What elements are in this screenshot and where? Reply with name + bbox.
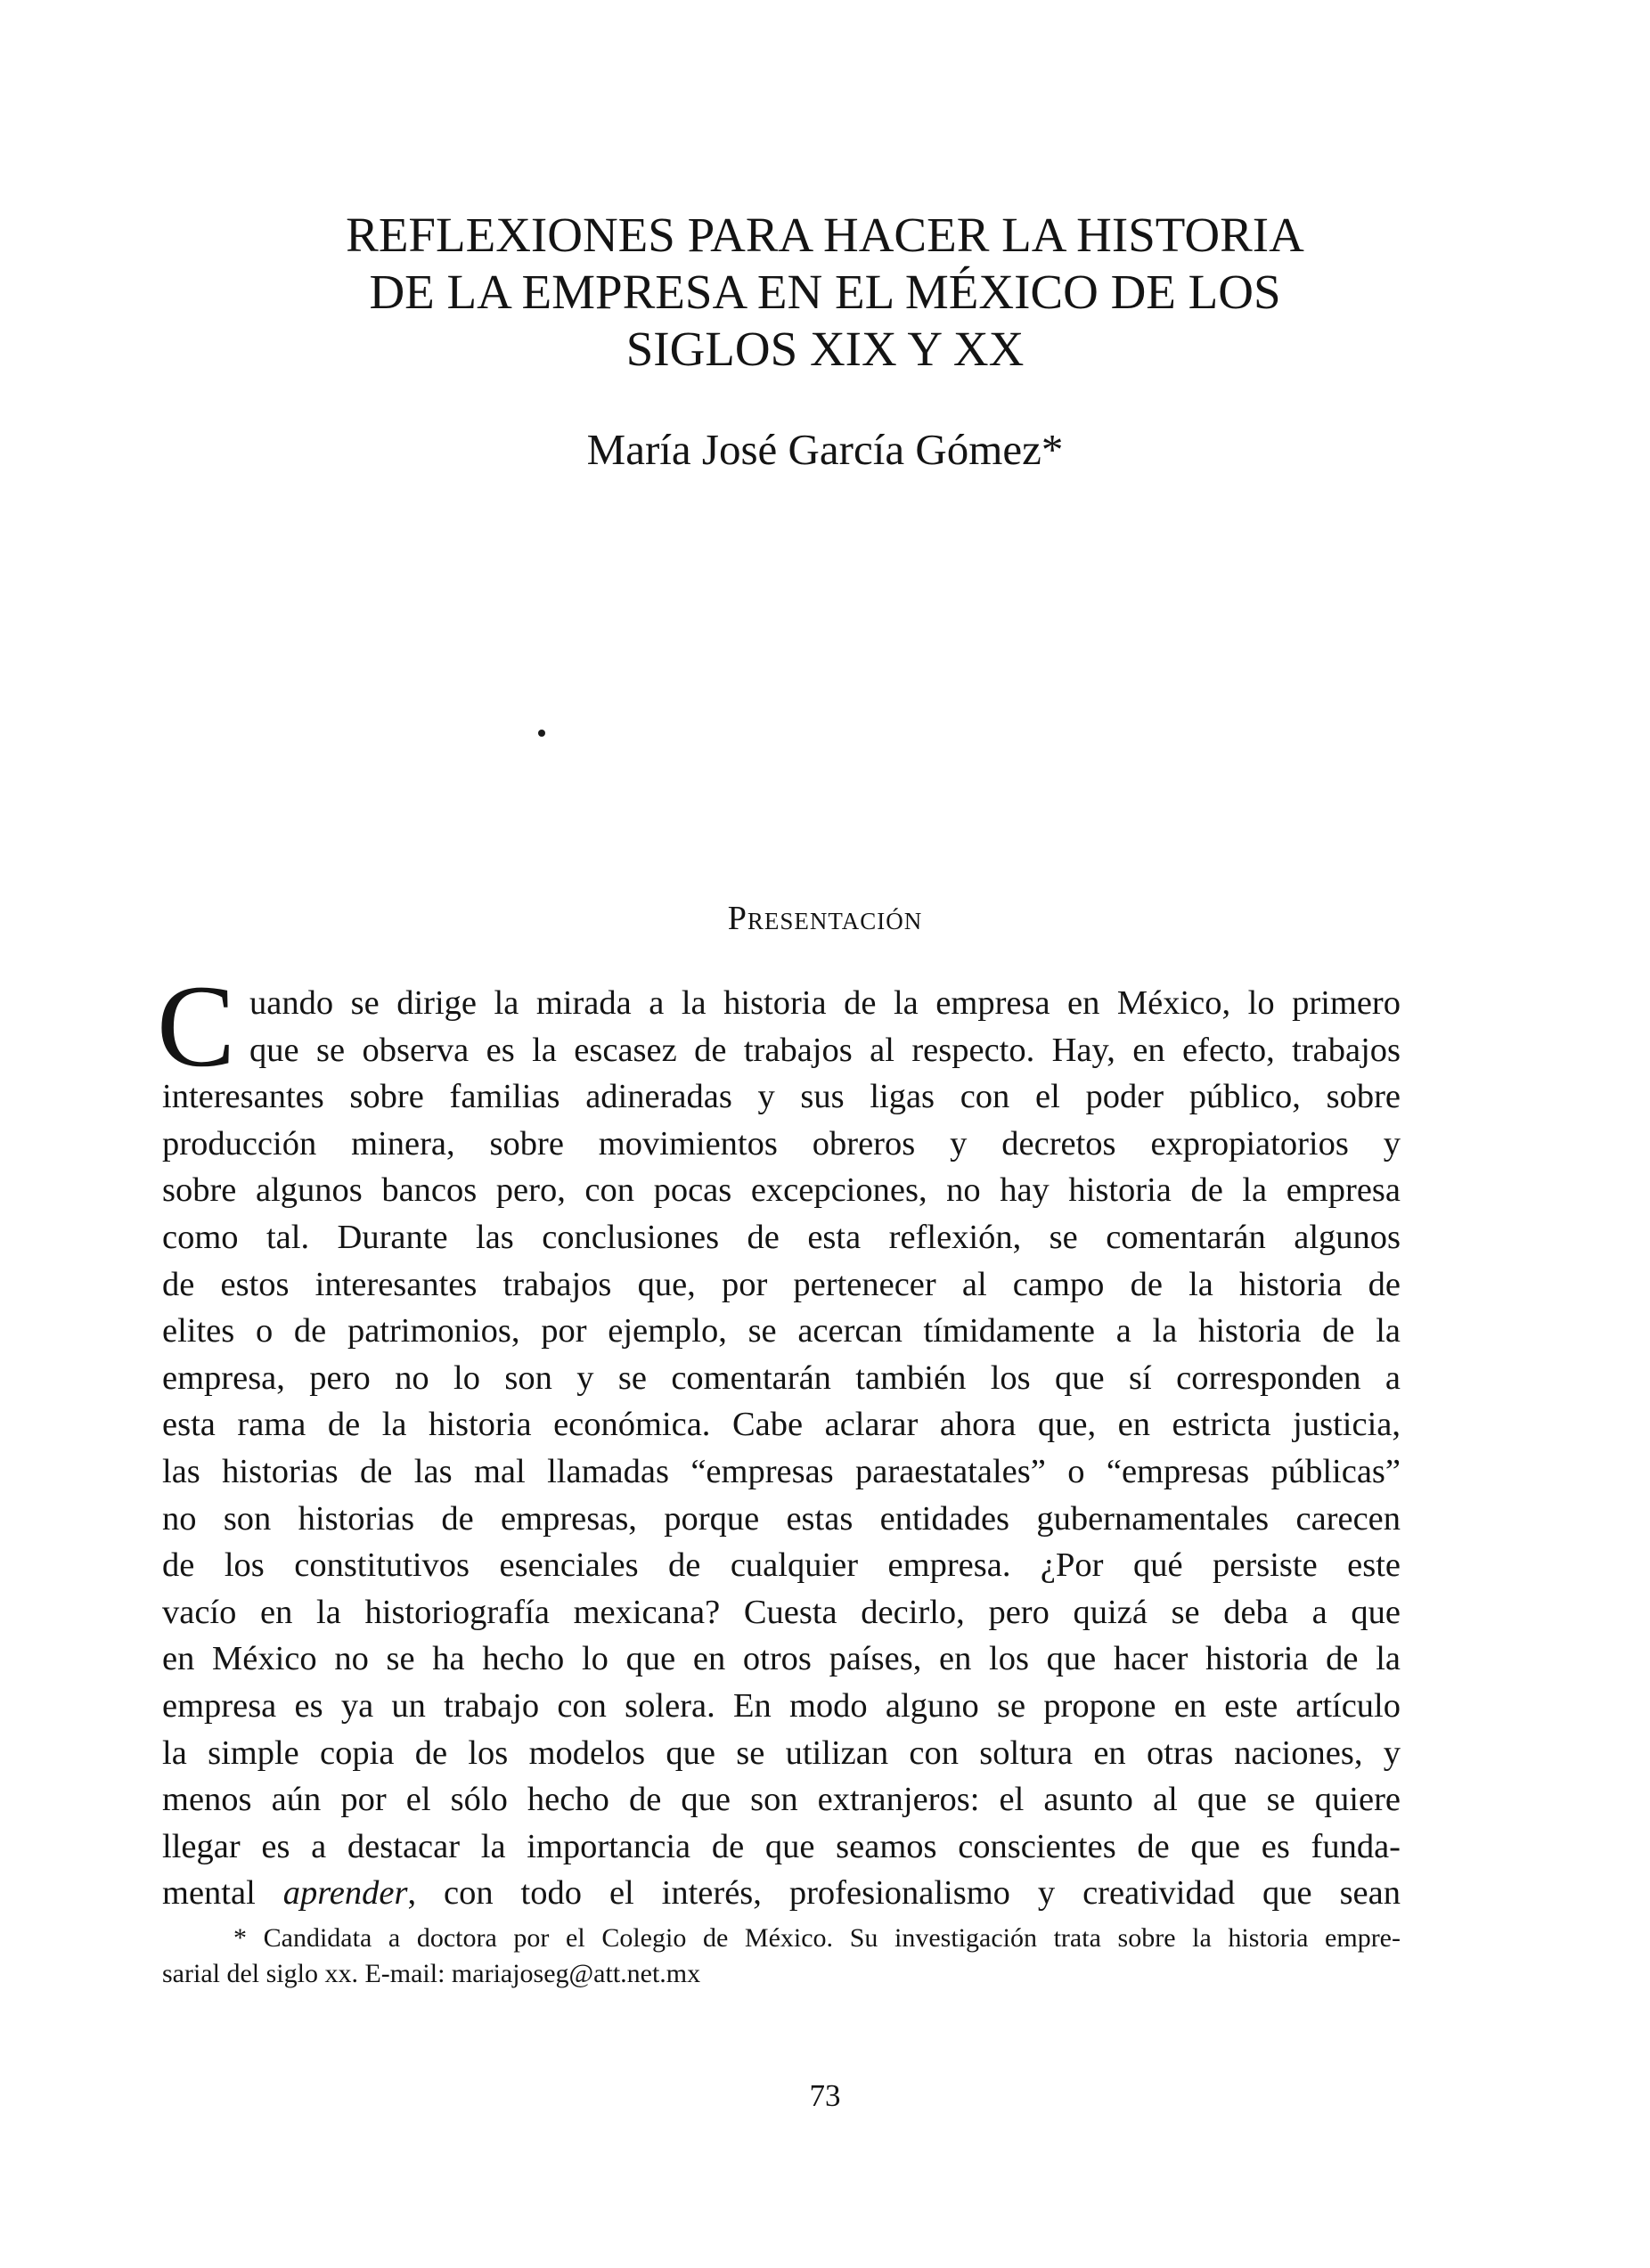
body-paragraph	[162, 980, 1401, 1917]
body-line-last	[162, 1870, 1401, 1917]
stray-mark	[538, 730, 545, 737]
body-line: que se observa es la escasez de trabajos al respecto. Hay, en efecto, trabajos	[249, 1031, 1401, 1069]
body-line: llegar es a destacar la importancia de que seamos conscientes de que es funda-	[162, 1827, 1401, 1865]
body-line: producción minera, sobre movimientos obreros y decretos expropiatorios y	[162, 1124, 1401, 1163]
title-line: DE LA EMPRESA EN EL MÉXICO DE LOS	[369, 265, 1281, 319]
footnote-line: sarial del siglo xx. E-mail: mariajoseg@att.net.mx	[162, 1959, 701, 1988]
body-line: vacío en la historiografía mexicana? Cuesta decirlo, pero quizá se deba a que	[162, 1593, 1401, 1631]
article-author: María José García Gómez*	[586, 425, 1064, 474]
body-line: interesantes sobre familias adineradas y sus ligas con el poder público, sobre	[162, 1078, 1401, 1116]
body-line: menos aún por el sólo hecho de que son extranjeros: el asunto al que se quiere	[162, 1781, 1401, 1819]
body-line: las historias de las mal llamadas “empresas paraestatales” o “empresas públicas”	[162, 1452, 1401, 1490]
body-line: no son historias de empresas, porque estas entidades gubernamentales carecen	[162, 1499, 1401, 1538]
body-line: de los constitutivos esenciales de cualquier empresa. ¿Por qué persiste este	[162, 1546, 1401, 1585]
footnote-line: * Candidata a doctora por el Colegio de México. Su investigación trata sobre la historia empre-	[233, 1923, 1401, 1953]
body-text-run: mental	[162, 1874, 283, 1913]
body-line: elites o de patrimonios, por ejemplo, se acercan tímidamente a la historia de la	[162, 1312, 1401, 1350]
section-heading: Presentación	[727, 900, 923, 937]
drop-cap-letter: C	[157, 960, 236, 1091]
title-line: SIGLOS XIX Y XX	[625, 322, 1025, 376]
body-line: en México no se ha hecho lo que en otros países, en los que hacer historia de la	[162, 1640, 1401, 1678]
body-text-run: , con todo el interés, profesionalismo y creatividad que sean	[407, 1874, 1401, 1913]
body-line: como tal. Durante las conclusiones de esta reflexión, se comentarán algunos	[162, 1218, 1401, 1256]
footnote	[162, 1921, 1401, 1992]
body-line: esta rama de la historia económica. Cabe aclarar ahora que, en estricta justicia,	[162, 1406, 1401, 1444]
body-line: de estos interesantes trabajos que, por pertenecer al campo de la historia de	[162, 1265, 1401, 1303]
title-line: REFLEXIONES PARA HACER LA HISTORIA	[346, 208, 1304, 262]
body-line: la simple copia de los modelos que se utilizan con soltura en otras naciones, y	[162, 1734, 1401, 1772]
italic-term: aprender	[282, 1874, 408, 1913]
body-line: uando se dirige la mirada a la historia de la empresa en México, lo primero	[249, 984, 1401, 1022]
body-line: empresa es ya un trabajo con solera. En modo alguno se propone en este artículo	[162, 1686, 1401, 1725]
body-line: empresa, pero no lo son y se comentarán también los que sí corresponden a	[162, 1358, 1401, 1397]
article-title	[160, 207, 1490, 378]
body-line: sobre algunos bancos pero, con pocas excepciones, no hay historia de la empresa	[162, 1171, 1401, 1210]
page-number: 73	[809, 2078, 841, 2113]
